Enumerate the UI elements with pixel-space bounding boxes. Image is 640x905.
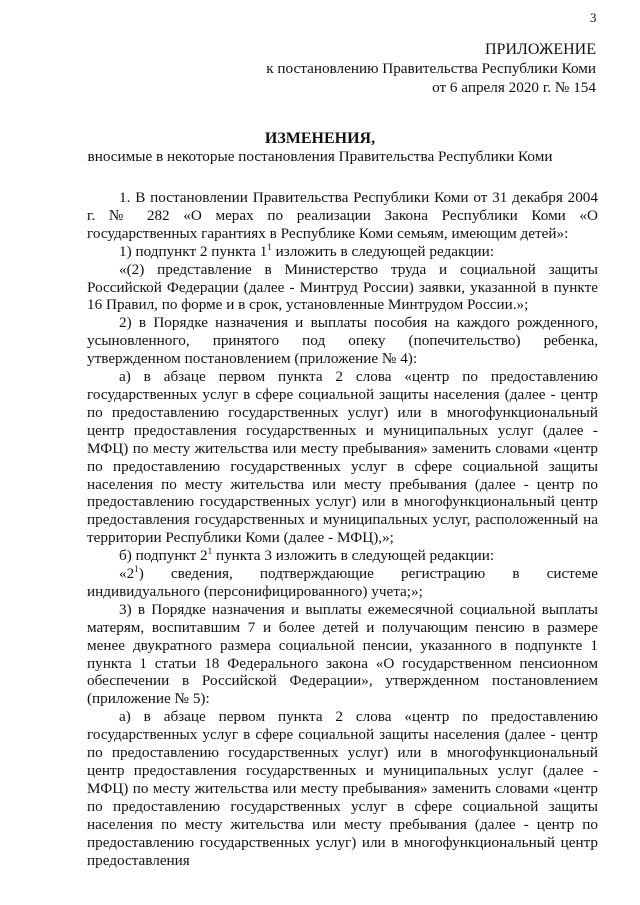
appendix-date-line: от 6 апреля 2020 г. № 154 (432, 79, 596, 96)
paragraph-text: пункта 3 изложить в следующей редакции: (212, 547, 495, 565)
paragraph (87, 565, 598, 601)
appendix-header (266, 40, 596, 97)
document-title: ИЗМЕНЕНИЯ, (264, 130, 376, 147)
paragraph: 2) в Порядке назначения и выплаты пособия на каждого рожденного, усыновленного, принятого под опеку (попечительство) ребенка, утвержденном постановлением (приложение № 4): (87, 314, 598, 368)
paragraph: 1. В постановлении Правительства Республики Коми от 31 декабря 2004 г. № 282 «О мерах по реализации Закона Республики Коми «О государственных гарантиях в Республике Коми семьям, имеющим детей»: (87, 189, 598, 242)
paragraph (87, 243, 598, 261)
appendix-heading: ПРИЛОЖЕНИЕ (484, 41, 596, 58)
paragraph: «(2) представление в Министерство труда и социальной защиты Российской Федерации (далее - Минтруд России) заявки, указанной в пункте 16 Правил, по форме и в срок, установленные Минтрудом России.»; (87, 260, 598, 314)
paragraph-text: изложить в следующей редакции: (271, 242, 494, 260)
paragraph (87, 547, 598, 565)
paragraph-text: «2 (119, 565, 135, 583)
paragraph-text: ) сведения, подтверждающие регистрацию в системе индивидуального (персонифицированного) учета;»; (87, 565, 598, 600)
document-subtitle: вносимые в некоторые постановления Правительства Республики Коми (87, 148, 553, 165)
paragraph: а) в абзаце первом пункта 2 слова «центр по предоставлению государственных услуг в сфере социальной защиты населения (далее - центр по предоставлению государственных услуг) или в многофункциональный центр предоставления государственных и муниципальных услуг (далее - МФЦ) по месту жительства или месту пребывания» заменить словами «центр по предоставлению государственных услуг в сфере социальной защиты населения по месту жительства или месту пребывания (далее - центр по предоставлению государственных услуг) или в многофункциональный центр предоставления государственных и муниципальных услуг, расположенный на территории Республики Коми (далее - МФЦ),»; (87, 368, 598, 547)
paragraph: а) в абзаце первом пункта 2 слова «центр по предоставлению государственных услуг в сфере социальной защиты населения (далее - центр по предоставлению государственных услуг) или в многофункциональный центр предоставления государственных и муниципальных услуг (далее - МФЦ) по месту жительства или месту пребывания» заменить словами «центр по предоставлению государственных услуг в сфере социальной защиты населения по месту жительства или месту пребывания (далее - центр по предоставлению государственных услуг) или в многофункциональный центр предоставления (87, 708, 598, 869)
superscript: 1 (207, 546, 213, 557)
superscript: 1 (267, 241, 272, 252)
page-number: 3 (590, 10, 597, 25)
paragraph: 3) в Порядке назначения и выплаты ежемесячной социальной выплаты матерям, воспитавшим 7 и более детей и получающим пенсию в размере менее двукратного размера социальной пенсии, указанного в подпункте 1 пункта 1 статьи 18 Федерального закона «О государственном пенсионном обеспечении в Российской Федерации», утвержденном постановлением (приложение № 5): (87, 600, 598, 708)
paragraph-text: 1) подпункт 2 пункта 1 (119, 242, 268, 260)
paragraph-text: б) подпункт 2 (119, 547, 208, 565)
document-body (87, 189, 598, 869)
superscript: 1 (134, 563, 139, 574)
appendix-resolution-line: к постановлению Правительства Республики Коми (266, 60, 596, 77)
